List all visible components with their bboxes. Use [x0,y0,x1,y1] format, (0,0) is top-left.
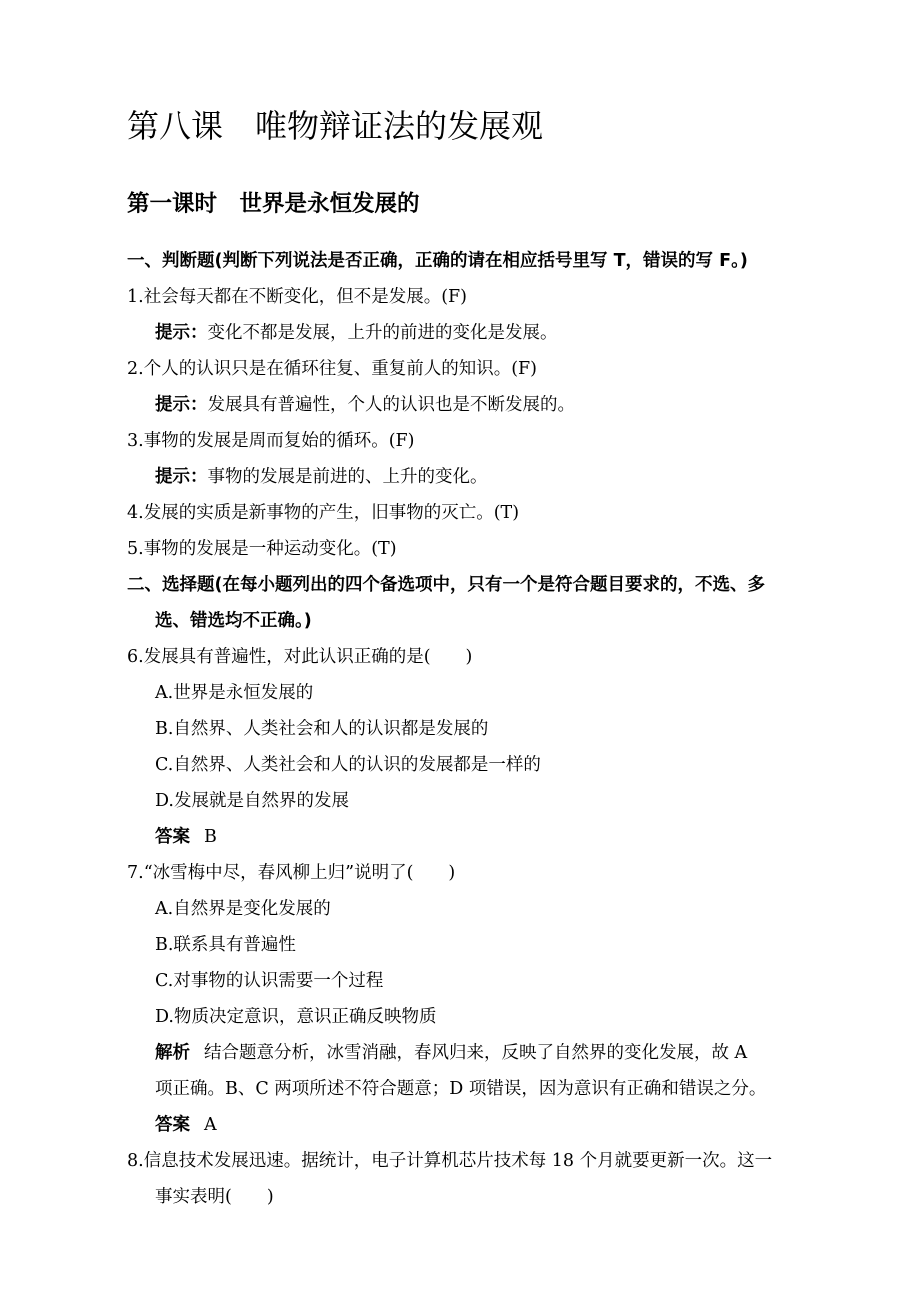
q7-analysis-line2: 项正确。B、C 两项所述不符合题意；D 项错误，因为意识有正确和错误之分。 [155,1079,767,1099]
q3-hint [155,465,488,489]
analysis-label: 解析 [155,1043,190,1063]
answer-label: 答案 [155,827,190,847]
q1-hint [155,321,558,345]
q5-text: 5.事物的发展是一种运动变化。(T) [127,539,397,559]
q4-text: 4.发展的实质是新事物的产生，旧事物的灭亡。(T) [127,503,520,523]
answer-label: 答案 [155,1115,190,1135]
hint-text: 事物的发展是前进的、上升的变化。 [207,467,488,487]
q2-hint [155,393,575,417]
analysis-text: 结合题意分析，冰雪消融，春风归来，反映了自然界的变化发展，故 A [204,1043,748,1063]
q7-stem: 7.“冰雪梅中尽，春风柳上归”说明了( ) [127,863,456,883]
q6-option-b: B.自然界、人类社会和人的认识都是发展的 [155,719,489,739]
q3-text: 3.事物的发展是周而复始的循环。(F) [127,431,415,451]
q6-answer [155,825,217,849]
hint-label: 提示： [155,395,208,415]
hint-text: 变化不都是发展，上升的前进的变化是发展。 [207,323,558,343]
q6-option-d: D.发展就是自然界的发展 [155,791,349,811]
q8-stem-line1: 8.信息技术发展迅速。据统计，电子计算机芯片技术每 18 个月就要更新一次。这一 [127,1151,773,1171]
lesson-title: 第八课 唯物辩证法的发展观 [127,107,544,145]
q7-answer [155,1113,217,1137]
q6-option-a: A.世界是永恒发展的 [155,683,314,703]
q6-option-c: C.自然界、人类社会和人的认识的发展都是一样的 [155,755,541,775]
answer-value: B [204,827,217,847]
part2-heading-line2: 选、错选均不正确。) [155,611,312,631]
hint-text: 发展具有普遍性，个人的认识也是不断发展的。 [207,395,575,415]
hint-label: 提示： [155,467,208,487]
q1-text: 1.社会每天都在不断变化，但不是发展。(F) [127,287,467,307]
q7-option-a: A.自然界是变化发展的 [155,899,331,919]
q7-option-b: B.联系具有普遍性 [155,935,296,955]
q6-stem: 6.发展具有普遍性，对此认识正确的是( ) [127,647,473,667]
q7-analysis-line1 [155,1041,747,1065]
q7-option-d: D.物质决定意识，意识正确反映物质 [155,1007,437,1027]
q7-option-c: C.对事物的认识需要一个过程 [155,971,384,991]
part1-heading: 一、判断题(判断下列说法是否正确，正确的请在相应括号里写 T，错误的写 F。) [127,251,748,271]
q2-text: 2.个人的认识只是在循环往复、重复前人的知识。(F) [127,359,537,379]
hint-label: 提示： [155,323,208,343]
answer-value: A [204,1115,217,1135]
q8-stem-line2: 事实表明( ) [155,1187,274,1207]
part2-heading-line1: 二、选择题(在每小题列出的四个备选项中，只有一个是符合题目要求的，不选、多 [127,575,765,595]
section-title: 第一课时 世界是永恒发展的 [127,191,420,217]
